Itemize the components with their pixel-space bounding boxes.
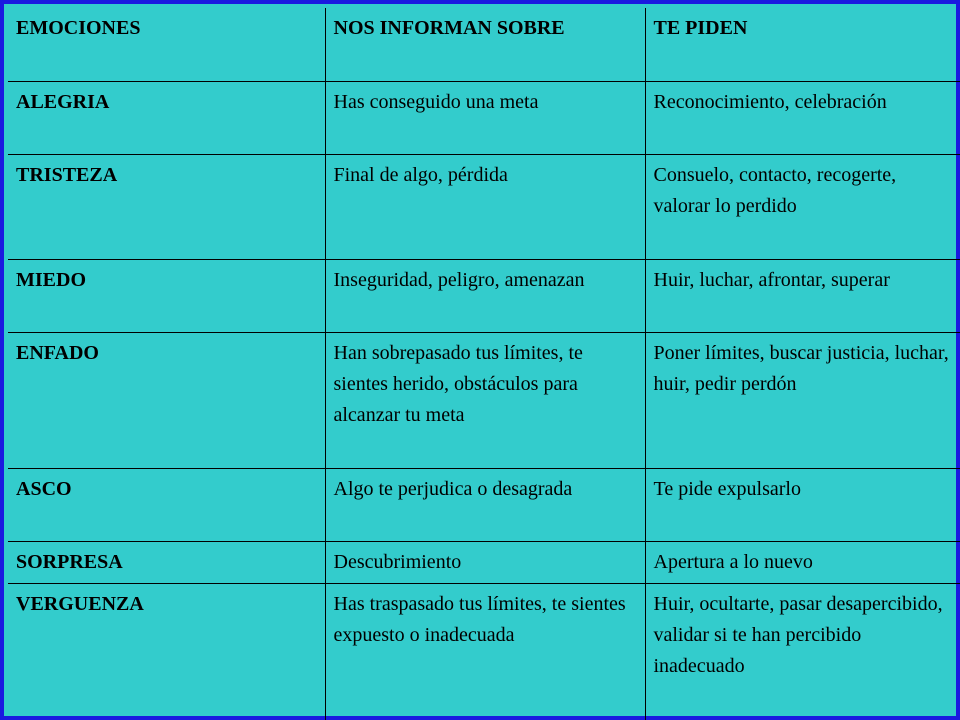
emotions-table: [8, 8, 960, 720]
emotion-cell: ENFADO: [8, 332, 325, 468]
emotion-cell: ASCO: [8, 468, 325, 541]
informs-cell: Algo te perjudica o desagrada: [325, 468, 645, 541]
asks-cell: Huir, luchar, afrontar, superar: [645, 259, 960, 332]
table-row: [8, 583, 960, 720]
asks-cell: Huir, ocultarte, pasar desapercibido, validar si te han percibido inadecuado: [645, 583, 960, 720]
table-row: [8, 332, 960, 468]
asks-cell: Te pide expulsarlo: [645, 468, 960, 541]
informs-cell: Has conseguido una meta: [325, 81, 645, 154]
emotion-cell: ALEGRIA: [8, 81, 325, 154]
emotion-cell: SORPRESA: [8, 541, 325, 583]
table-row: [8, 468, 960, 541]
emotion-cell: VERGUENZA: [8, 583, 325, 720]
header-informs: NOS INFORMAN SOBRE: [325, 8, 645, 81]
emotion-cell: MIEDO: [8, 259, 325, 332]
informs-cell: Han sobrepasado tus límites, te sientes herido, obstáculos para alcanzar tu meta: [325, 332, 645, 468]
informs-cell: Has traspasado tus límites, te sientes expuesto o inadecuada: [325, 583, 645, 720]
table-row: [8, 541, 960, 583]
asks-cell: Consuelo, contacto, recogerte, valorar lo perdido: [645, 154, 960, 259]
informs-cell: Final de algo, pérdida: [325, 154, 645, 259]
emotion-cell: TRISTEZA: [8, 154, 325, 259]
asks-cell: Reconocimiento, celebración: [645, 81, 960, 154]
asks-cell: Apertura a lo nuevo: [645, 541, 960, 583]
informs-cell: Descubrimiento: [325, 541, 645, 583]
table-header-row: [8, 8, 960, 81]
asks-cell: Poner límites, buscar justicia, luchar, huir, pedir perdón: [645, 332, 960, 468]
table-row: [8, 154, 960, 259]
header-emotions: EMOCIONES: [8, 8, 325, 81]
informs-cell: Inseguridad, peligro, amenazan: [325, 259, 645, 332]
header-asks: TE PIDEN: [645, 8, 960, 81]
table-row: [8, 259, 960, 332]
table-row: [8, 81, 960, 154]
